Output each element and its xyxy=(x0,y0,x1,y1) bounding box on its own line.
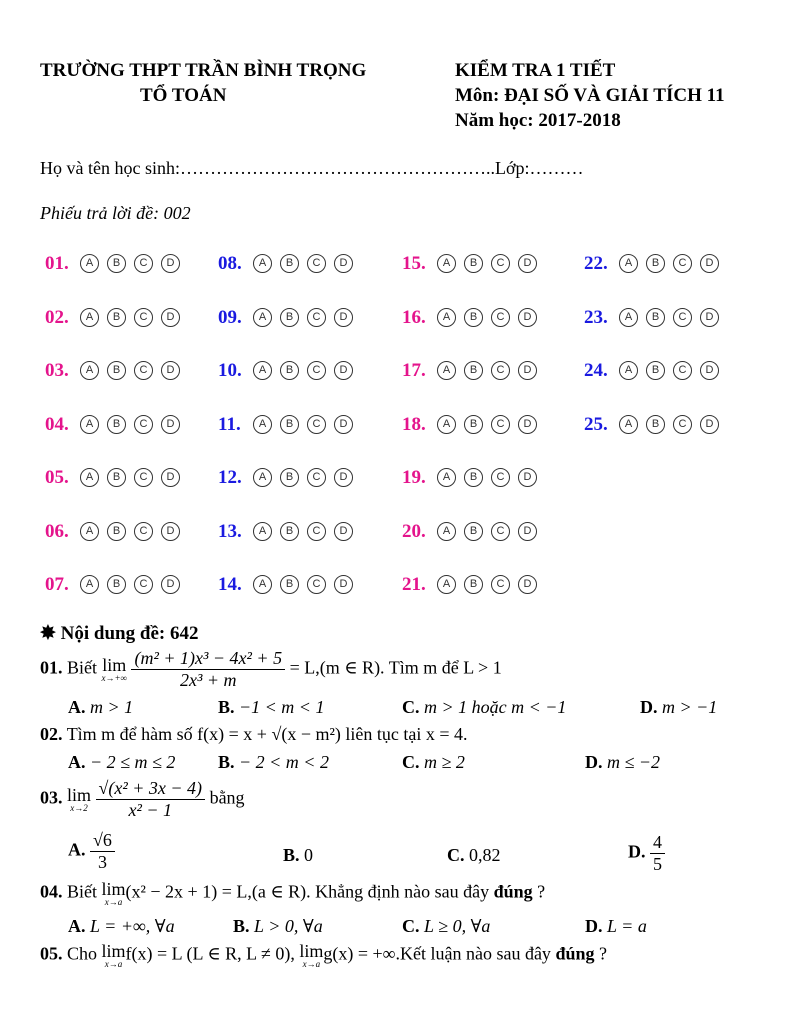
school-year: Năm học: 2017-2018 xyxy=(455,110,621,131)
answer-bubble-group xyxy=(80,575,180,594)
answer-bubble-a[interactable]: A xyxy=(80,415,99,434)
answer-bubble-group xyxy=(437,522,537,541)
answer-bubble-group xyxy=(619,254,719,273)
answer-bubble-group xyxy=(253,361,353,380)
answer-bubble-b[interactable]: B xyxy=(464,415,483,434)
answer-bubble-a[interactable]: A xyxy=(80,361,99,380)
question-expression: (x² − 2x + 1) = L,(a ∈ R). Khẳng định nào sau đây xyxy=(125,881,490,902)
answer-bubble-d[interactable]: D xyxy=(334,254,353,273)
limit-fraction: $\frac{\text{√(x² + 3x − 4)}}{\text{x² − 1}}$ xyxy=(96,778,206,821)
answer-bubble-group xyxy=(80,522,180,541)
limit-operator: lim x→+∞ xyxy=(101,655,127,683)
answer-number: 17. xyxy=(402,360,426,381)
answer-bubble-d[interactable]: D xyxy=(700,415,719,434)
q3-option-a: A. $\frac{√6}{3}$ xyxy=(68,830,115,873)
answer-bubble-d[interactable]: D xyxy=(334,522,353,541)
answer-bubble-d[interactable]: D xyxy=(161,575,180,594)
answer-bubble-d[interactable]: D xyxy=(334,468,353,487)
answer-bubble-d[interactable]: D xyxy=(161,361,180,380)
answer-number: 21. xyxy=(402,574,426,595)
answer-bubble-a[interactable]: A xyxy=(437,308,456,327)
q3-option-c: C. 0,82 xyxy=(447,845,501,865)
answer-bubble-a[interactable]: A xyxy=(437,522,456,541)
answer-bubble-c[interactable]: C xyxy=(673,361,692,380)
answer-bubble-a[interactable]: A xyxy=(80,254,99,273)
answer-bubble-b[interactable]: B xyxy=(464,575,483,594)
school-name: TRƯỜNG THPT TRẦN BÌNH TRỌNG xyxy=(40,60,367,81)
answer-bubble-b[interactable]: B xyxy=(280,575,299,594)
answer-bubble-b[interactable]: B xyxy=(464,361,483,380)
answer-bubble-a[interactable]: A xyxy=(253,254,272,273)
answer-bubble-a[interactable]: A xyxy=(437,575,456,594)
answer-bubble-d[interactable]: D xyxy=(161,415,180,434)
answer-bubble-group xyxy=(619,308,719,327)
answer-number: 07. xyxy=(45,574,69,595)
answer-bubble-a[interactable]: A xyxy=(437,468,456,487)
answer-bubble-c[interactable]: C xyxy=(307,468,326,487)
q3-option-b: B. 0 xyxy=(283,845,314,865)
answer-bubble-a[interactable]: A xyxy=(253,308,272,327)
answer-bubble-a[interactable]: A xyxy=(80,575,99,594)
answer-bubble-group xyxy=(80,361,180,380)
answer-bubble-c[interactable]: C xyxy=(491,361,510,380)
question-5: 05. Cho lim x→a f(x) = L (L ∈ R, L ≠ 0), lim x→a g(x) = +∞.Kết luận nào sau đây đúng ? xyxy=(40,941,607,969)
answer-bubble-d[interactable]: D xyxy=(334,361,353,380)
answer-number: 18. xyxy=(402,414,426,435)
limit-operator: lim x→2 xyxy=(67,785,92,813)
answer-number: 12. xyxy=(218,467,242,488)
answer-bubble-c[interactable]: C xyxy=(673,254,692,273)
answer-bubble-b[interactable]: B xyxy=(107,522,126,541)
answer-number: 05. xyxy=(45,467,69,488)
q4-option-c: C. L ≥ 0, ∀a xyxy=(402,916,491,936)
question-number: 03. xyxy=(40,787,63,808)
answer-number: 19. xyxy=(402,467,426,488)
question-expression-2: g(x) = +∞.Kết luận nào sau đây xyxy=(323,943,551,964)
exam-title: KIỂM TRA 1 TIẾT xyxy=(455,60,616,81)
answer-bubble-d[interactable]: D xyxy=(334,575,353,594)
answer-bubble-a[interactable]: A xyxy=(437,415,456,434)
question-2 xyxy=(40,724,468,745)
emphasis-word: đúng xyxy=(493,881,533,902)
answer-bubble-b[interactable]: B xyxy=(280,361,299,380)
answer-number: 22. xyxy=(584,253,608,274)
answer-number: 11. xyxy=(218,414,241,435)
answer-bubble-c[interactable]: C xyxy=(134,254,153,273)
student-name-line: Họ và tên học sinh:……………………………………………..Lớp:……… xyxy=(40,158,584,178)
answer-bubble-group xyxy=(619,415,719,434)
question-intro: Biết xyxy=(67,657,97,678)
answer-bubble-b[interactable]: B xyxy=(107,361,126,380)
answer-number: 04. xyxy=(45,414,69,435)
question-tail: bằng xyxy=(209,787,245,808)
answer-bubble-c[interactable]: C xyxy=(491,415,510,434)
q2-option-d: D. m ≤ −2 xyxy=(585,752,661,772)
answer-bubble-d[interactable]: D xyxy=(700,254,719,273)
q2-option-c: C. m ≥ 2 xyxy=(402,752,465,772)
answer-bubble-a[interactable]: A xyxy=(253,468,272,487)
q2-option-a: A. − 2 ≤ m ≤ 2 xyxy=(68,752,176,772)
answer-bubble-b[interactable]: B xyxy=(107,468,126,487)
q1-option-d: D. m > −1 xyxy=(640,697,718,717)
answer-bubble-a[interactable]: A xyxy=(253,415,272,434)
answer-bubble-c[interactable]: C xyxy=(307,575,326,594)
answer-bubble-a[interactable]: A xyxy=(619,415,638,434)
answer-bubble-d[interactable]: D xyxy=(161,308,180,327)
answer-bubble-d[interactable]: D xyxy=(161,468,180,487)
question-number: 02. xyxy=(40,724,63,744)
answer-bubble-a[interactable]: A xyxy=(80,308,99,327)
answer-number: 09. xyxy=(218,307,242,328)
answer-bubble-a[interactable]: A xyxy=(619,361,638,380)
answer-bubble-a[interactable]: A xyxy=(253,361,272,380)
answer-bubble-c[interactable]: C xyxy=(134,308,153,327)
answer-number: 06. xyxy=(45,521,69,542)
answer-number: 23. xyxy=(584,307,608,328)
answer-number: 24. xyxy=(584,360,608,381)
answer-bubble-c[interactable]: C xyxy=(673,308,692,327)
question-number: 04. xyxy=(40,881,63,902)
content-title: ✸ Nội dung đề: 642 xyxy=(40,623,199,644)
answer-sheet-label: Phiếu trả lời đề: 002 xyxy=(40,203,191,223)
answer-bubble-c[interactable]: C xyxy=(491,522,510,541)
answer-bubble-d[interactable]: D xyxy=(518,415,537,434)
answer-bubble-c[interactable]: C xyxy=(491,468,510,487)
answer-bubble-b[interactable]: B xyxy=(646,254,665,273)
answer-bubble-c[interactable]: C xyxy=(134,522,153,541)
answer-number: 01. xyxy=(45,253,69,274)
answer-bubble-d[interactable]: D xyxy=(161,254,180,273)
answer-bubble-b[interactable]: B xyxy=(646,308,665,327)
question-expression-1: f(x) = L (L ∈ R, L ≠ 0), xyxy=(125,943,295,964)
answer-number: 25. xyxy=(584,414,608,435)
question-intro: Biết xyxy=(67,881,97,902)
answer-bubble-b[interactable]: B xyxy=(280,254,299,273)
answer-bubble-b[interactable]: B xyxy=(107,415,126,434)
question-4: 04. Biết lim x→a (x² − 2x + 1) = L,(a ∈ R). Khẳng định nào sau đây đúng ? xyxy=(40,879,546,907)
answer-bubble-b[interactable]: B xyxy=(107,308,126,327)
answer-bubble-group xyxy=(253,468,353,487)
answer-number: 14. xyxy=(218,574,242,595)
answer-bubble-c[interactable]: C xyxy=(307,308,326,327)
answer-bubble-b[interactable]: B xyxy=(280,522,299,541)
answer-bubble-d[interactable]: D xyxy=(700,361,719,380)
answer-number: 16. xyxy=(402,307,426,328)
answer-bubble-group xyxy=(253,308,353,327)
answer-bubble-c[interactable]: C xyxy=(491,308,510,327)
answer-bubble-d[interactable]: D xyxy=(518,254,537,273)
answer-number: 02. xyxy=(45,307,69,328)
answer-bubble-group xyxy=(253,522,353,541)
answer-bubble-b[interactable]: B xyxy=(646,361,665,380)
answer-bubble-group xyxy=(80,415,180,434)
answer-bubble-a[interactable]: A xyxy=(80,468,99,487)
answer-bubble-c[interactable]: C xyxy=(134,415,153,434)
answer-bubble-b[interactable]: B xyxy=(280,415,299,434)
answer-bubble-c[interactable]: C xyxy=(134,468,153,487)
answer-bubble-group xyxy=(437,254,537,273)
answer-bubble-group xyxy=(437,308,537,327)
answer-bubble-c[interactable]: C xyxy=(307,522,326,541)
q3-option-d: D. $\frac{4}{5}$ xyxy=(628,832,665,875)
answer-bubble-a[interactable]: A xyxy=(437,361,456,380)
answer-bubble-group xyxy=(437,468,537,487)
answer-bubble-c[interactable]: C xyxy=(491,254,510,273)
answer-number: 20. xyxy=(402,521,426,542)
limit-operator: lim x→a xyxy=(299,941,324,969)
answer-bubble-c[interactable]: C xyxy=(307,254,326,273)
exam-subject: Môn: ĐẠI SỐ VÀ GIẢI TÍCH 11 xyxy=(455,85,725,106)
answer-bubble-group xyxy=(437,575,537,594)
question-intro: Cho xyxy=(67,943,98,964)
answer-bubble-b[interactable]: B xyxy=(646,415,665,434)
answer-bubble-a[interactable]: A xyxy=(619,308,638,327)
question-number: 05. xyxy=(40,943,63,964)
answer-bubble-c[interactable]: C xyxy=(307,361,326,380)
answer-bubble-group xyxy=(80,254,180,273)
answer-bubble-d[interactable]: D xyxy=(518,361,537,380)
q4-option-a: A. L = +∞, ∀a xyxy=(68,916,175,936)
answer-bubble-d[interactable]: D xyxy=(161,522,180,541)
question-1 xyxy=(40,648,502,691)
answer-bubble-a[interactable]: A xyxy=(253,575,272,594)
answer-bubble-b[interactable]: B xyxy=(464,254,483,273)
q1-option-c: C. m > 1 hoặc m < −1 xyxy=(402,697,567,717)
q1-option-a: A. m > 1 xyxy=(68,697,134,717)
question-3 xyxy=(40,778,245,821)
answer-number: 15. xyxy=(402,253,426,274)
q4-option-d: D. L = a xyxy=(585,916,647,936)
question-number: 01. xyxy=(40,657,63,678)
answer-bubble-group xyxy=(437,415,537,434)
answer-bubble-a[interactable]: A xyxy=(619,254,638,273)
answer-bubble-b[interactable]: B xyxy=(280,308,299,327)
answer-bubble-a[interactable]: A xyxy=(253,522,272,541)
answer-bubble-a[interactable]: A xyxy=(437,254,456,273)
answer-bubble-d[interactable]: D xyxy=(518,308,537,327)
answer-bubble-c[interactable]: C xyxy=(491,575,510,594)
q1-option-b: B. −1 < m < 1 xyxy=(218,697,325,717)
q4-option-b: B. L > 0, ∀a xyxy=(233,916,323,936)
q2-option-b: B. − 2 < m < 2 xyxy=(218,752,329,772)
answer-bubble-b[interactable]: B xyxy=(280,468,299,487)
answer-bubble-group xyxy=(80,308,180,327)
answer-bubble-a[interactable]: A xyxy=(80,522,99,541)
answer-bubble-b[interactable]: B xyxy=(464,468,483,487)
answer-bubble-d[interactable]: D xyxy=(518,468,537,487)
answer-bubble-b[interactable]: B xyxy=(107,254,126,273)
answer-bubble-group xyxy=(437,361,537,380)
answer-bubble-b[interactable]: B xyxy=(107,575,126,594)
answer-bubble-b[interactable]: B xyxy=(464,308,483,327)
answer-bubble-group xyxy=(619,361,719,380)
answer-bubble-c[interactable]: C xyxy=(134,361,153,380)
emphasis-word: đúng xyxy=(555,943,595,964)
answer-bubble-group xyxy=(80,468,180,487)
answer-bubble-group xyxy=(253,254,353,273)
answer-number: 13. xyxy=(218,521,242,542)
answer-bubble-d[interactable]: D xyxy=(334,308,353,327)
limit-operator: lim x→a xyxy=(101,879,126,907)
answer-bubble-c[interactable]: C xyxy=(134,575,153,594)
department-name: TỔ TOÁN xyxy=(140,85,227,106)
answer-bubble-group xyxy=(253,575,353,594)
answer-bubble-d[interactable]: D xyxy=(700,308,719,327)
question-tail: = L,(m ∈ R). Tìm m để L > 1 xyxy=(289,657,502,678)
answer-bubble-c[interactable]: C xyxy=(307,415,326,434)
question-text: Tìm m để hàm số f(x) = x + √(x − m²) liên tục tại x = 4. xyxy=(66,724,468,744)
answer-number: 08. xyxy=(218,253,242,274)
answer-bubble-d[interactable]: D xyxy=(518,575,537,594)
answer-number: 03. xyxy=(45,360,69,381)
limit-operator: lim x→a xyxy=(101,941,126,969)
answer-bubble-d[interactable]: D xyxy=(518,522,537,541)
limit-fraction: $\frac{\text{(m² + 1)x³ − 4x² + 5}}{\text{2x³ + m}}$ xyxy=(131,648,285,691)
answer-bubble-d[interactable]: D xyxy=(334,415,353,434)
answer-number: 10. xyxy=(218,360,242,381)
answer-bubble-group xyxy=(253,415,353,434)
answer-bubble-b[interactable]: B xyxy=(464,522,483,541)
answer-bubble-c[interactable]: C xyxy=(673,415,692,434)
